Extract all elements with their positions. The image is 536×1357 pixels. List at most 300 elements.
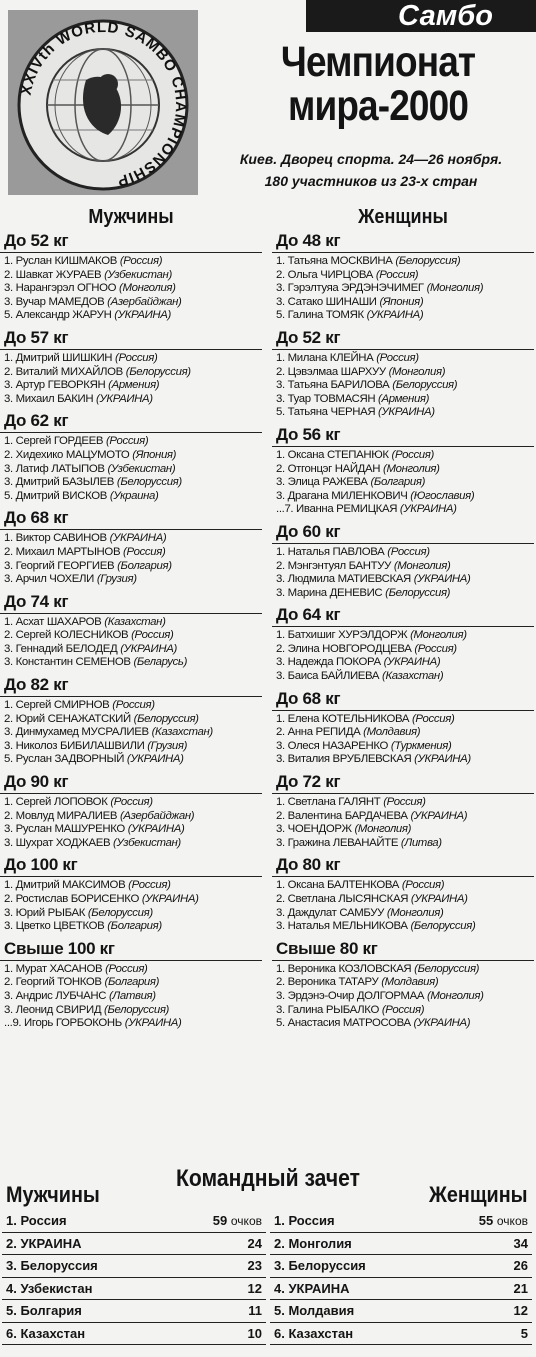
athlete-country: (Молдавия) <box>363 726 421 739</box>
athlete-country: (Россия) <box>391 448 434 461</box>
athlete-name: 3. Михаил БАКИН <box>4 392 94 405</box>
men-heading: Мужчины <box>88 206 174 228</box>
athlete-country: (Монголия) <box>354 823 412 836</box>
weight-category-heading: До 62 кг <box>0 410 262 433</box>
athlete-country: (УКРАИНА) <box>410 893 468 905</box>
athlete-name: 1. Мурат ХАСАНОВ <box>4 962 103 975</box>
team-points: 12 <box>247 1280 262 1296</box>
athlete-name: 1. Татьяна МОСКВИНА <box>276 255 393 267</box>
team-men-table <box>2 1210 266 1345</box>
team-points-cell <box>198 1322 266 1345</box>
team-row <box>2 1255 266 1278</box>
athlete-country: (Монголия) <box>386 906 444 919</box>
results-list <box>272 713 534 767</box>
result-row <box>276 740 534 754</box>
athlete-name: 3. Баиса БАЙЛИЕВА <box>276 670 380 683</box>
athlete-name: 3. Галина РЫБАЛКО <box>276 1003 379 1016</box>
result-row <box>4 352 262 366</box>
result-row <box>4 837 262 851</box>
weight-category-heading: До 48 кг <box>272 230 534 253</box>
team-points: 21 <box>513 1280 528 1296</box>
result-row <box>276 573 534 587</box>
result-row <box>4 1017 262 1031</box>
result-row <box>4 573 262 587</box>
athlete-country: (Монголия) <box>119 282 176 295</box>
result-row <box>276 255 534 269</box>
result-row <box>276 1017 534 1031</box>
result-row <box>4 560 262 574</box>
athlete-country: (Россия) <box>381 1003 425 1016</box>
team-points: 23 <box>247 1258 262 1274</box>
team-women-heading: Женщины <box>429 1182 528 1207</box>
athlete-name: 2. Вероника ТАТАРУ <box>276 976 379 989</box>
title-line-1: Чемпионат <box>280 38 476 86</box>
team-points-cell <box>198 1232 266 1255</box>
team-women-table <box>270 1210 532 1345</box>
results-list <box>272 629 534 683</box>
result-row <box>276 726 534 740</box>
athlete-country: (Белоруссия) <box>104 1003 169 1016</box>
result-row <box>4 532 262 546</box>
result-row <box>4 976 262 990</box>
athlete-country: (Болгария) <box>107 920 162 933</box>
athlete-country: (Болгария) <box>370 476 426 489</box>
athlete-name: 1. Оксана БАЛТЕНКОВА <box>276 879 399 892</box>
athlete-country: (Белоруссия) <box>385 586 451 599</box>
team-row <box>270 1277 532 1300</box>
athlete-name: 5. Дмитрий ВИСКОВ <box>4 489 108 502</box>
athlete-name: 1. Сергей СМИРНОВ <box>4 699 110 712</box>
weight-category-heading: До 60 кг <box>272 521 534 544</box>
result-row <box>276 296 534 310</box>
result-row <box>4 796 262 810</box>
athlete-name: 5. Руслан ЗАДВОРНЫЙ <box>4 753 125 766</box>
athlete-country: (Монголия) <box>426 989 484 1002</box>
athlete-country: (Россия) <box>383 796 426 809</box>
athlete-name: 3. Сатако ШИНАШИ <box>276 295 377 308</box>
athlete-country: (Россия) <box>105 962 148 975</box>
result-row <box>4 893 262 907</box>
team-points-cell <box>464 1232 532 1255</box>
athlete-country: (Грузия) <box>96 573 137 586</box>
athlete-name: 3. Руслан МАШУРЕНКО <box>4 823 125 836</box>
athlete-name: 3. Драгана МИЛЕНКОВИЧ <box>276 489 408 502</box>
athlete-name: 1. Сергей ЛОПОВОК <box>4 796 108 809</box>
athlete-country: (Югославия) <box>410 489 475 502</box>
athlete-name: 2. Ростислав БОРИСЕНКО <box>4 893 139 905</box>
result-row <box>4 907 262 921</box>
athlete-name: 3. Даждулат САМБУУ <box>276 906 384 919</box>
team-row <box>2 1277 266 1300</box>
athlete-name: 1. Дмитрий ШИШКИН <box>4 351 113 364</box>
team-points-cell <box>464 1322 532 1345</box>
athlete-name: 3. Гражина ЛЕВАНАЙТЕ <box>276 836 399 849</box>
athlete-name: 3. Гэрэлтуяа ЭРДЭНЭЧИМЕГ <box>276 282 424 295</box>
athlete-country: (Болгария) <box>117 559 172 572</box>
athlete-name: 3. Эрдэнэ-Очир ДОЛГОРМАА <box>276 989 425 1002</box>
athlete-country: (Украина) <box>109 489 159 502</box>
women-heading: Женщины <box>358 206 448 228</box>
weight-category-heading: До 64 кг <box>272 604 534 627</box>
team-country: 2. Монголия <box>270 1232 464 1255</box>
result-row <box>4 699 262 713</box>
result-row <box>276 352 534 366</box>
athlete-name: 1. Оксана СТЕПАНЮК <box>276 448 389 461</box>
result-row <box>4 963 262 977</box>
weight-category-heading: До 80 кг <box>272 854 534 877</box>
athlete-name: 5. Анастасия МАТРОСОВА <box>276 1017 411 1030</box>
athlete-country: (Монголия) <box>410 629 467 642</box>
athlete-country: (Монголия) <box>426 282 484 295</box>
athlete-name: 3. Латиф ЛАТЫПОВ <box>4 462 105 475</box>
result-row <box>276 393 534 407</box>
athlete-name: 3. Нарангэрэл ОГНОО <box>4 282 117 295</box>
results-list <box>0 352 262 406</box>
athlete-name: 5. Александр ЖАРУН <box>4 309 112 322</box>
athlete-country: (Россия) <box>123 545 166 558</box>
team-points-cell <box>464 1255 532 1278</box>
team-country: 1. Россия <box>270 1210 464 1232</box>
men-results-column <box>0 204 262 1035</box>
result-row <box>4 449 262 463</box>
team-points: 11 <box>248 1303 262 1319</box>
result-row <box>276 1004 534 1018</box>
athlete-country: (Туркмения) <box>390 739 452 752</box>
athlete-name: 3. Марина ДЕНЕВИС <box>276 586 383 599</box>
result-row <box>4 435 262 449</box>
result-row <box>276 309 534 323</box>
athlete-name: 3. Туар ТОВМАСЯН <box>276 392 376 405</box>
athlete-country: (УКРАИНА) <box>413 573 471 586</box>
athlete-name: 2. Элина НОВГОРОДЦЕВА <box>276 642 412 655</box>
athlete-country: (Монголия) <box>388 365 446 378</box>
athlete-country: (Россия) <box>115 351 158 364</box>
result-row <box>4 269 262 283</box>
weight-category-heading: До 68 кг <box>272 688 534 711</box>
result-row <box>276 546 534 560</box>
result-row <box>4 656 262 670</box>
result-row <box>276 753 534 767</box>
athlete-name: 3. Татьяна БАРИЛОВА <box>276 379 390 392</box>
team-row <box>270 1255 532 1278</box>
result-row <box>4 255 262 269</box>
result-row <box>276 503 534 517</box>
athlete-name: 3. Олеся НАЗАРЕНКО <box>276 739 389 752</box>
weight-category-heading: До 52 кг <box>272 327 534 350</box>
athlete-country: (Азербайджан) <box>119 809 195 822</box>
athlete-name: 2. Мэнгэнтуял БАНТУУ <box>276 559 392 572</box>
result-row <box>4 379 262 393</box>
results-list <box>0 532 262 586</box>
athlete-country: (Япония) <box>379 295 424 308</box>
result-row <box>276 560 534 574</box>
team-points: 12 <box>513 1303 528 1319</box>
team-points-cell <box>464 1277 532 1300</box>
team-row <box>270 1300 532 1323</box>
athlete-name: 2. Виталий МИХАЙЛОВ <box>4 365 123 378</box>
championship-logo-icon <box>8 10 198 195</box>
team-points: 24 <box>247 1235 262 1251</box>
title-line-2: мира-2000 <box>287 82 469 130</box>
athlete-name: 3. Юрий РЫБАК <box>4 906 85 919</box>
athlete-name: 3. Николоз БИБИЛАШВИЛИ <box>4 739 145 752</box>
result-row <box>4 546 262 560</box>
athlete-name: 2. Шавкат ЖУРАЕВ <box>4 268 102 281</box>
athlete-name: 3. Динмухамед МУСРАЛИЕВ <box>4 726 149 739</box>
result-row <box>4 990 262 1004</box>
athlete-country: (Россия) <box>401 879 445 892</box>
result-row <box>276 643 534 657</box>
weight-category-heading: До 72 кг <box>272 771 534 794</box>
athlete-name: 2. Цэвэлмаа ШАРХУУ <box>276 365 386 378</box>
team-row <box>2 1322 266 1345</box>
results-list <box>272 546 534 600</box>
result-row <box>4 713 262 727</box>
athlete-country: (Россия) <box>112 699 155 712</box>
athlete-name: 1. Сергей ГОРДЕЕВ <box>4 435 104 448</box>
team-country: 3. Белоруссия <box>270 1255 464 1278</box>
athlete-name: ...9. Игорь ГОРБОКОНЬ <box>4 1017 122 1030</box>
team-points: 55 <box>478 1213 494 1229</box>
team-country: 5. Болгария <box>2 1300 198 1323</box>
result-row <box>4 629 262 643</box>
result-row <box>276 907 534 921</box>
team-country: 4. Узбекистан <box>2 1277 198 1300</box>
athlete-name: ...7. Иванна РЕМИЦКАЯ <box>276 503 398 516</box>
team-points-cell <box>198 1255 266 1278</box>
athlete-name: 3. Шухрат ХОДЖАЕВ <box>4 836 111 849</box>
athlete-country: (Армения) <box>108 379 160 392</box>
team-country: 4. УКРАИНА <box>270 1277 464 1300</box>
result-row <box>4 296 262 310</box>
athlete-country: (УКРАИНА) <box>414 753 471 766</box>
athlete-name: 5. Галина ТОМЯК <box>276 309 364 322</box>
athlete-country: (Россия) <box>110 796 153 809</box>
athlete-country: (Молдавия) <box>381 976 439 989</box>
athlete-name: 2. Светлана ЛЫСЯНСКАЯ <box>276 893 409 905</box>
athlete-country: (УКРАИНА) <box>383 656 441 669</box>
team-standings-title: Командный зачет <box>176 1165 360 1192</box>
athlete-country: (Россия) <box>387 545 430 558</box>
team-points-cell <box>464 1300 532 1323</box>
athlete-country: (Монголия) <box>393 559 451 572</box>
page-title <box>249 40 507 128</box>
athlete-country: (Россия) <box>105 435 149 448</box>
team-points-cell <box>198 1300 266 1323</box>
athlete-country: (Латвия) <box>108 989 156 1002</box>
results-list <box>272 352 534 420</box>
athlete-country: (УКРАИНА) <box>399 503 457 516</box>
athlete-name: 2. Анна РЕПИДА <box>276 726 361 739</box>
result-row <box>276 449 534 463</box>
result-row <box>276 656 534 670</box>
athlete-country: (Белоруссия) <box>414 962 480 975</box>
athlete-name: 2. Михаил МАРТЫНОВ <box>4 545 121 558</box>
athlete-name: 1. Батхишиг ХУРЭЛДОРЖ <box>276 629 408 642</box>
results-list <box>272 796 534 850</box>
women-results-column <box>272 204 534 1035</box>
results-list <box>0 879 262 933</box>
athlete-name: 3. Арчил ЧОХЕЛИ <box>4 573 95 586</box>
athlete-country: (Болгария) <box>104 976 160 989</box>
team-country: 1. Россия <box>2 1210 198 1232</box>
result-row <box>276 269 534 283</box>
result-row <box>276 920 534 934</box>
result-row <box>4 616 262 630</box>
weight-category-heading: Свыше 80 кг <box>272 938 534 961</box>
athlete-name: 1. Елена КОТЕЛЬНИКОВА <box>276 712 410 725</box>
athlete-name: 3. Геннадий БЕЛОДЕД <box>4 642 118 655</box>
athlete-country: (Россия) <box>411 712 455 725</box>
result-row <box>276 366 534 380</box>
points-unit: очков <box>496 1214 528 1229</box>
athlete-name: 3. Константин СЕМЕНОВ <box>4 656 131 669</box>
result-row <box>4 393 262 407</box>
result-row <box>4 490 262 504</box>
team-row <box>2 1210 266 1232</box>
results-list <box>0 963 262 1031</box>
team-men-heading: Мужчины <box>6 1182 100 1207</box>
athlete-name: 3. Леонид СВИРИД <box>4 1003 102 1016</box>
athlete-country: (Россия) <box>131 629 174 642</box>
athlete-country: (УКРАИНА) <box>126 753 184 766</box>
athlete-country: (УКРАИНА) <box>109 532 167 545</box>
athlete-name: 1. Дмитрий МАКСИМОВ <box>4 879 126 892</box>
athlete-name: 3. Надежда ПОКОРА <box>276 656 381 669</box>
athlete-name: 3. Элица РАЖЕВА <box>276 476 368 489</box>
athlete-country: (Монголия) <box>383 462 440 475</box>
athlete-name: 2. Отгонцэг НАЙДАН <box>276 462 381 475</box>
results-list <box>0 616 262 670</box>
team-points: 5 <box>520 1325 528 1341</box>
athlete-name: 3. ЧОЕНДОРЖ <box>276 823 352 836</box>
athlete-country: (УКРАИНА) <box>114 309 171 322</box>
weight-category-heading: До 68 кг <box>0 507 262 530</box>
athlete-country: (Азербайджан) <box>107 295 182 308</box>
result-row <box>276 963 534 977</box>
athlete-name: 3. Андрис ЛУБЧАНС <box>4 989 107 1002</box>
athlete-country: (Белоруссия) <box>395 255 461 267</box>
team-row <box>270 1232 532 1255</box>
team-country: 6. Казахстан <box>270 1322 464 1345</box>
team-row <box>2 1232 266 1255</box>
result-row <box>276 490 534 504</box>
athlete-country: (УКРАИНА) <box>366 309 424 322</box>
result-row <box>276 810 534 824</box>
team-points-cell <box>198 1210 266 1232</box>
athlete-country: (Россия) <box>376 351 419 364</box>
subtitle-line-1: Киев. Дворец спорта. 24—26 ноября. <box>239 151 503 167</box>
result-row <box>4 740 262 754</box>
athlete-country: (Россия) <box>119 255 163 267</box>
team-row <box>270 1322 532 1345</box>
result-row <box>276 379 534 393</box>
athlete-country: (Армения) <box>378 392 430 405</box>
team-country: 3. Белоруссия <box>2 1255 198 1278</box>
athlete-name: 2. Ольга ЧИРЦОВА <box>276 268 374 281</box>
athlete-country: (Белоруссия) <box>125 365 191 378</box>
athlete-country: (Россия) <box>414 642 457 655</box>
result-row <box>4 753 262 767</box>
weight-category-heading: До 57 кг <box>0 327 262 350</box>
athlete-name: 1. Вероника КОЗЛОВСКАЯ <box>276 962 412 975</box>
team-points-cell <box>464 1210 532 1232</box>
weight-category-heading: До 90 кг <box>0 771 262 794</box>
result-row <box>4 879 262 893</box>
result-row <box>4 810 262 824</box>
athlete-country: (Россия) <box>375 268 419 281</box>
athlete-name: 1. Асхат ШАХАРОВ <box>4 615 102 628</box>
team-points-cell <box>198 1277 266 1300</box>
athlete-name: 2. Сергей КОЛЕСНИКОВ <box>4 629 129 642</box>
result-row <box>4 1004 262 1018</box>
results-list <box>272 963 534 1031</box>
result-row <box>276 282 534 296</box>
team-points: 34 <box>513 1235 528 1251</box>
athlete-country: (Белоруссия) <box>392 379 458 392</box>
result-row <box>276 629 534 643</box>
athlete-country: (Казахстан) <box>104 615 166 628</box>
results-list <box>0 796 262 850</box>
result-row <box>276 463 534 477</box>
result-row <box>4 476 262 490</box>
athlete-name: 3. Цветко ЦВЕТКОВ <box>4 920 105 933</box>
athlete-country: (Грузия) <box>147 739 188 752</box>
result-row <box>4 726 262 740</box>
athlete-country: (Беларусь) <box>133 656 188 669</box>
result-row <box>276 837 534 851</box>
athlete-name: 1. Руслан КИШМАКОВ <box>4 255 117 267</box>
results-list <box>0 699 262 767</box>
results-list <box>0 435 262 503</box>
result-row <box>4 643 262 657</box>
result-row <box>276 879 534 893</box>
result-row <box>4 463 262 477</box>
weight-category-heading: До 82 кг <box>0 674 262 697</box>
athlete-country: (Литва) <box>400 836 442 849</box>
results-list <box>0 255 262 323</box>
athlete-name: 2. Мовлуд МИРАЛИЕВ <box>4 809 118 822</box>
result-row <box>276 823 534 837</box>
athlete-country: (Казахстан) <box>151 726 213 739</box>
team-points: 26 <box>513 1258 528 1274</box>
athlete-name: 5. Татьяна ЧЕРНАЯ <box>276 406 376 419</box>
result-row <box>276 976 534 990</box>
athlete-name: 2. Валентина БАРДАЧЕВА <box>276 809 408 822</box>
result-row <box>276 406 534 420</box>
team-points: 59 <box>212 1213 228 1229</box>
athlete-name: 2. Хидехико МАЦУМОТО <box>4 448 130 461</box>
athlete-name: 3. Вучар МАМЕДОВ <box>4 295 105 308</box>
athlete-name: 3. Людмила МАТИЕВСКАЯ <box>276 573 411 586</box>
athlete-country: (УКРАИНА) <box>378 406 435 419</box>
athlete-name: 1. Милана КЛЕЙНА <box>276 351 374 364</box>
result-row <box>276 587 534 601</box>
athlete-country: (УКРАИНА) <box>410 809 468 822</box>
result-row <box>4 823 262 837</box>
athlete-name: 3. Георгий ГЕОРГИЕВ <box>4 559 115 572</box>
weight-category-heading: До 56 кг <box>272 424 534 447</box>
athlete-name: 3. Виталия ВРУБЛЕВСКАЯ <box>276 753 412 766</box>
result-row <box>4 366 262 380</box>
athlete-country: (Узбекистан) <box>104 268 172 281</box>
logo-text: XXIVth WORLD SAMBO CHAMPIONSHIP <box>17 18 190 190</box>
subtitle-line-2: 180 участников из 23-х стран <box>264 173 478 189</box>
team-row <box>270 1210 532 1232</box>
athlete-country: (УКРАИНА) <box>141 893 199 905</box>
athlete-country: (Казахстан) <box>382 670 444 683</box>
athlete-country: (Белоруссия) <box>410 920 476 933</box>
